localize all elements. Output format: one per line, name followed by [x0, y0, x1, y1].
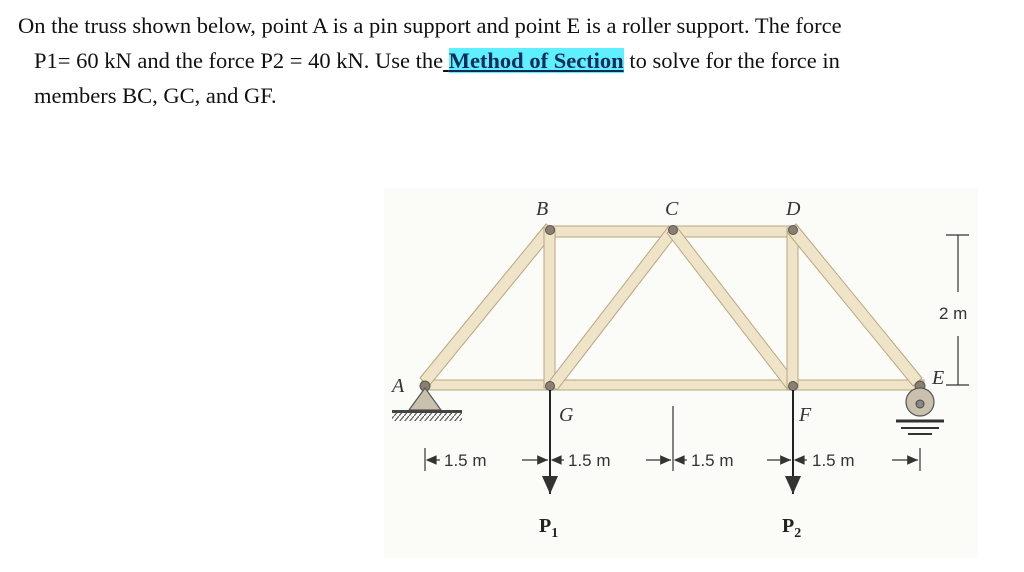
problem-line-2	[18, 43, 1008, 78]
method-of-section-highlight: Method of Section	[448, 48, 624, 73]
pin-f	[789, 382, 798, 391]
pin-c	[669, 226, 678, 235]
node-label-g: G	[559, 404, 574, 426]
problem-line-3: members BC, GC, and GF.	[34, 83, 277, 108]
member-df	[787, 228, 798, 388]
problem-line-2-start: P1= 60 kN and the force P2 = 40 kN. Use the	[34, 48, 444, 73]
pin-d	[789, 226, 798, 235]
load-p2-subscript: 2	[794, 526, 802, 541]
node-label-d: D	[786, 198, 801, 220]
truss-figure	[384, 188, 978, 558]
member-bg	[544, 228, 555, 388]
node-label-c: C	[665, 198, 679, 220]
dimension-height: 2 m	[939, 304, 968, 323]
node-label-a: A	[392, 375, 405, 397]
node-label-b: B	[536, 198, 549, 220]
pin-b	[546, 226, 555, 235]
dimension-ag: 1.5 m	[444, 451, 487, 470]
problem-line-2-gap	[443, 48, 449, 73]
dimension-g-mid: 1.5 m	[568, 451, 611, 470]
load-p1-symbol: P	[539, 515, 552, 537]
problem-line-2-end: to solve for the force in	[623, 48, 840, 73]
dimension-fe: 1.5 m	[812, 451, 855, 470]
dimension-mid-f: 1.5 m	[691, 451, 734, 470]
member-bottom-chord	[422, 380, 924, 390]
pin-g	[546, 382, 555, 391]
problem-statement	[18, 8, 1008, 113]
node-label-f: F	[799, 404, 812, 426]
truss-diagram	[384, 188, 978, 558]
load-p1-subscript: 1	[551, 526, 559, 541]
node-label-e: E	[932, 367, 945, 389]
problem-line-1: On the truss shown below, point A is a pin support and point E is a roller support. The force	[18, 13, 842, 38]
load-p2-symbol: P	[782, 515, 795, 537]
